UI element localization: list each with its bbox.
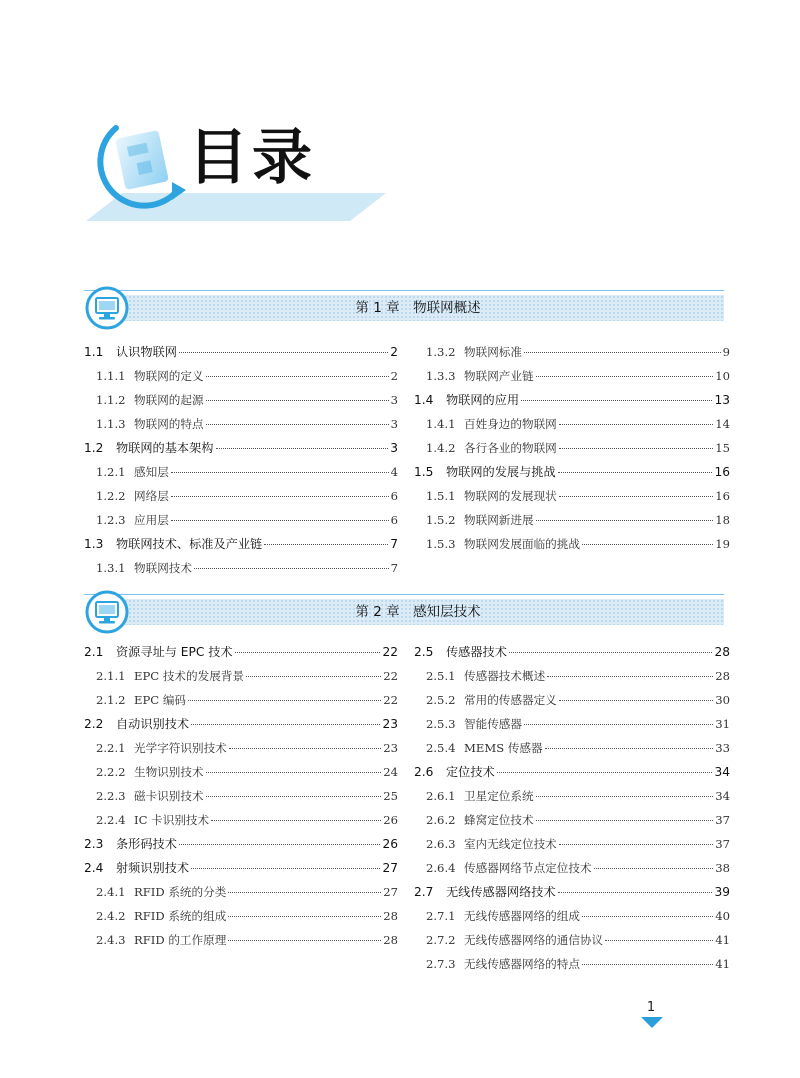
toc-section-entry[interactable]: [84, 832, 398, 856]
dot-leader: [228, 916, 381, 917]
entry-number: 2.2: [84, 717, 104, 731]
entry-page-number: 23: [383, 741, 398, 755]
entry-label: 物联网的发展与挑战: [446, 465, 556, 479]
entry-label: IC 卡识别技术: [134, 813, 210, 827]
page-marker-triangle-icon: [641, 1017, 663, 1028]
toc-subsection-entry[interactable]: [84, 484, 398, 508]
toc-column-left: [84, 640, 398, 952]
entry-page-number: 30: [715, 693, 730, 707]
entry-number: 2.2.4: [96, 813, 126, 827]
toc-section-entry[interactable]: [84, 436, 398, 460]
toc-subsection-entry[interactable]: [414, 784, 730, 808]
toc-subsection-entry[interactable]: [414, 808, 730, 832]
chapter-header: [84, 594, 724, 629]
entry-page-number: 3: [390, 417, 398, 431]
entry-page-number: 34: [714, 765, 730, 779]
entry-page-number: 22: [382, 645, 398, 659]
entry-number: 2.7: [414, 885, 434, 899]
toc-column-right: [414, 640, 730, 976]
entry-page-number: 22: [383, 693, 398, 707]
entry-number: 1.5: [414, 465, 434, 479]
toc-section-entry[interactable]: [414, 760, 730, 784]
entry-number: 2.6.1: [426, 789, 456, 803]
dot-leader: [594, 868, 714, 869]
entry-label: 无线传感器网络的通信协议: [464, 933, 604, 947]
dot-leader: [206, 796, 382, 797]
entry-label: 物联网技术: [134, 561, 192, 575]
chapter-2-section: [84, 594, 730, 971]
entry-label: 磁卡识别技术: [134, 789, 204, 803]
entry-page-number: 7: [390, 561, 398, 575]
entry-number: 2.7.2: [426, 933, 456, 947]
entry-page-number: 16: [715, 489, 730, 503]
page-title: 目录: [188, 123, 316, 193]
entry-page-number: 19: [715, 537, 730, 551]
toc-subsection-entry[interactable]: [414, 928, 730, 952]
entry-page-number: 24: [383, 765, 398, 779]
entry-label: 物联网产业链: [464, 369, 534, 383]
toc-column-left: [84, 340, 398, 580]
dot-leader: [524, 352, 721, 353]
entry-number: 2.1: [84, 645, 104, 659]
entry-label: 物联网的起源: [134, 393, 204, 407]
entry-page-number: 10: [715, 369, 730, 383]
entry-number: 1.3.3: [426, 369, 456, 383]
dot-leader: [216, 448, 389, 449]
dot-leader: [582, 916, 713, 917]
entry-label: 射频识别技术: [116, 861, 190, 875]
toc-subsection-entry[interactable]: [414, 952, 730, 976]
entry-label: 物联网新进展: [464, 513, 534, 527]
entry-number: 2.5.1: [426, 669, 456, 683]
entry-label: 感知层: [134, 465, 169, 479]
dot-leader: [228, 940, 381, 941]
toc-section-entry[interactable]: [414, 880, 730, 904]
entry-label: 认识物联网: [116, 345, 177, 359]
entry-label: 传感器网络节点定位技术: [464, 861, 592, 875]
toc-subsection-entry[interactable]: [414, 364, 730, 388]
entry-number: 2.6.4: [426, 861, 456, 875]
dot-leader: [497, 772, 713, 773]
entry-label: 应用层: [134, 513, 169, 527]
toc-section-entry[interactable]: [414, 388, 730, 412]
entry-number: 1.3: [84, 537, 104, 551]
entry-label: 网络层: [134, 489, 169, 503]
entry-page-number: 37: [715, 837, 730, 851]
entry-label: 资源寻址与 EPC 技术: [116, 645, 233, 659]
entry-page-number: 22: [383, 669, 398, 683]
dot-leader: [194, 568, 389, 569]
toc-subsection-entry[interactable]: [84, 808, 398, 832]
dot-leader: [524, 724, 713, 725]
entry-page-number: 16: [714, 465, 730, 479]
entry-number: 1.2.2: [96, 489, 126, 503]
entry-page-number: 7: [390, 537, 398, 551]
entry-label: 卫星定位系统: [464, 789, 534, 803]
entry-label: 物联网技术、标准及产业链: [116, 537, 263, 551]
chapter-title: 第 2 章 感知层技术: [355, 604, 481, 620]
dot-leader: [558, 892, 713, 893]
chapter-1-section: [84, 290, 730, 575]
entry-page-number: 4: [390, 465, 398, 479]
dot-leader: [206, 772, 382, 773]
entry-number: 2.1.2: [96, 693, 126, 707]
entry-page-number: 14: [715, 417, 730, 431]
entry-number: 1.2.3: [96, 513, 126, 527]
entry-label: EPC 编码: [134, 693, 187, 707]
entry-label: 光学字符识别技术: [134, 741, 227, 755]
entry-page-number: 40: [715, 909, 730, 923]
entry-number: 1.1.3: [96, 417, 126, 431]
entry-page-number: 28: [383, 909, 398, 923]
entry-page-number: 23: [382, 717, 398, 731]
entry-label: 条形码技术: [116, 837, 177, 851]
toc-section-entry[interactable]: [84, 856, 398, 880]
entry-number: 2.4.1: [96, 885, 126, 899]
toc-subsection-entry[interactable]: [414, 688, 730, 712]
entry-label: 自动识别技术: [116, 717, 190, 731]
circular-arrow-logo-icon: [86, 110, 196, 220]
entry-page-number: 2: [390, 369, 398, 383]
entry-number: 1.1.2: [96, 393, 126, 407]
toc-subsection-entry[interactable]: [414, 856, 730, 880]
entry-label: 物联网的特点: [134, 417, 204, 431]
toc-subsection-entry[interactable]: [84, 736, 398, 760]
entry-page-number: 13: [714, 393, 730, 407]
page-number: 1: [646, 1000, 656, 1015]
entry-number: 1.4.2: [426, 441, 456, 455]
entry-page-number: 25: [383, 789, 398, 803]
toc-subsection-entry[interactable]: [414, 412, 730, 436]
toc-subsection-entry[interactable]: [84, 928, 398, 952]
entry-label: MEMS 传感器: [464, 741, 543, 755]
entry-number: 2.3: [84, 837, 104, 851]
dot-leader: [509, 652, 713, 653]
entry-page-number: 28: [714, 645, 730, 659]
entry-page-number: 9: [722, 345, 730, 359]
entry-label: 百姓身边的物联网: [464, 417, 557, 431]
toc-subsection-entry[interactable]: [84, 388, 398, 412]
toc-column-right: [414, 340, 730, 556]
entry-label: 物联网的基本架构: [116, 441, 214, 455]
entry-page-number: 27: [383, 885, 398, 899]
entry-number: 2.2.1: [96, 741, 126, 755]
entry-label: 无线传感器网络的组成: [464, 909, 580, 923]
entry-number: 1.2: [84, 441, 104, 455]
entry-number: 2.4: [84, 861, 104, 875]
dot-leader: [559, 496, 713, 497]
dot-leader: [559, 424, 713, 425]
toc-subsection-entry[interactable]: [414, 340, 730, 364]
dot-leader: [188, 700, 381, 701]
dot-leader: [235, 652, 381, 653]
dot-leader: [559, 448, 713, 449]
entry-number: 2.4.2: [96, 909, 126, 923]
toc-subsection-entry[interactable]: [414, 436, 730, 460]
entry-number: 2.2.3: [96, 789, 126, 803]
dot-leader: [545, 748, 714, 749]
toc-section-entry[interactable]: [414, 640, 730, 664]
entry-page-number: 3: [390, 441, 398, 455]
entry-page-number: 28: [715, 669, 730, 683]
dot-leader: [206, 400, 389, 401]
dot-leader: [547, 676, 713, 677]
entry-page-number: 18: [715, 513, 730, 527]
dot-leader: [229, 748, 381, 749]
entry-number: 2.6.2: [426, 813, 456, 827]
computer-icon: [84, 285, 130, 331]
toc-subsection-entry[interactable]: [414, 832, 730, 856]
chapter-title: 第 1 章 物联网概述: [355, 300, 481, 316]
entry-page-number: 3: [390, 393, 398, 407]
computer-icon: [84, 589, 130, 635]
entry-number: 2.4.3: [96, 933, 126, 947]
dot-leader: [228, 892, 381, 893]
toc-subsection-entry[interactable]: [84, 460, 398, 484]
toc-subsection-entry[interactable]: [414, 712, 730, 736]
entry-page-number: 33: [715, 741, 730, 755]
toc-subsection-entry[interactable]: [84, 760, 398, 784]
entry-label: 蜂窝定位技术: [464, 813, 534, 827]
entry-label: 传感器技术概述: [464, 669, 546, 683]
toc-subsection-entry[interactable]: [414, 484, 730, 508]
entry-number: 2.2.2: [96, 765, 126, 779]
entry-number: 1.3.2: [426, 345, 456, 359]
entry-label: 物联网的应用: [446, 393, 520, 407]
dot-leader: [559, 844, 713, 845]
dot-leader: [605, 940, 713, 941]
entry-label: 智能传感器: [464, 717, 522, 731]
dot-leader: [536, 796, 714, 797]
toc-subsection-entry[interactable]: [84, 364, 398, 388]
entry-page-number: 31: [715, 717, 730, 731]
toc-section-entry[interactable]: [84, 532, 398, 556]
entry-label: 生物识别技术: [134, 765, 204, 779]
dot-leader: [559, 700, 713, 701]
entry-number: 1.5.3: [426, 537, 456, 551]
toc-subsection-entry[interactable]: [84, 556, 398, 580]
entry-page-number: 41: [715, 933, 730, 947]
toc-section-entry[interactable]: [84, 640, 398, 664]
toc-section-entry[interactable]: [84, 340, 398, 364]
entry-number: 1.2.1: [96, 465, 126, 479]
entry-number: 1.5.1: [426, 489, 456, 503]
dot-leader: [246, 676, 381, 677]
entry-number: 1.3.1: [96, 561, 126, 575]
toc-subsection-entry[interactable]: [84, 880, 398, 904]
entry-number: 2.5.2: [426, 693, 456, 707]
toc-title-block: [80, 108, 400, 218]
entry-page-number: 26: [382, 837, 398, 851]
entry-label: 物联网的定义: [134, 369, 204, 383]
entry-label: 物联网的发展现状: [464, 489, 557, 503]
toc-subsection-entry[interactable]: [414, 508, 730, 532]
entry-label: 无线传感器网络技术: [446, 885, 556, 899]
dot-leader: [558, 472, 713, 473]
entry-label: RFID 的工作原理: [134, 933, 227, 947]
toc-subsection-entry[interactable]: [84, 664, 398, 688]
toc-subsection-entry[interactable]: [84, 412, 398, 436]
entry-number: 2.5: [414, 645, 434, 659]
entry-page-number: 37: [715, 813, 730, 827]
dot-leader: [582, 544, 713, 545]
entry-label: 常用的传感器定义: [464, 693, 557, 707]
dot-leader: [179, 844, 381, 845]
toc-subsection-entry[interactable]: [414, 736, 730, 760]
entry-page-number: 6: [390, 513, 398, 527]
entry-number: 1.4: [414, 393, 434, 407]
dot-leader: [171, 496, 389, 497]
toc-subsection-entry[interactable]: [84, 904, 398, 928]
chapter-header: [84, 290, 724, 325]
dot-leader: [264, 544, 388, 545]
entry-number: 2.5.4: [426, 741, 456, 755]
entry-page-number: 6: [390, 489, 398, 503]
entry-number: 1.1.1: [96, 369, 126, 383]
entry-number: 2.6: [414, 765, 434, 779]
toc-subsection-entry[interactable]: [414, 532, 730, 556]
entry-label: RFID 系统的分类: [134, 885, 227, 899]
dot-leader: [206, 376, 389, 377]
dot-leader: [171, 472, 389, 473]
toc-section-entry[interactable]: [84, 712, 398, 736]
entry-page-number: 39: [714, 885, 730, 899]
entry-number: 1.5.2: [426, 513, 456, 527]
entry-number: 2.7.1: [426, 909, 456, 923]
dot-leader: [536, 520, 714, 521]
toc-subsection-entry[interactable]: [84, 688, 398, 712]
entry-number: 2.5.3: [426, 717, 456, 731]
dot-leader: [536, 820, 714, 821]
dot-leader: [582, 964, 713, 965]
dot-leader: [211, 820, 381, 821]
entry-label: RFID 系统的组成: [134, 909, 227, 923]
entry-page-number: 41: [715, 957, 730, 971]
entry-page-number: 26: [383, 813, 398, 827]
entry-page-number: 2: [390, 345, 398, 359]
entry-label: EPC 技术的发展背景: [134, 669, 244, 683]
entry-label: 定位技术: [446, 765, 495, 779]
entry-label: 各行各业的物联网: [464, 441, 557, 455]
toc-section-entry[interactable]: [414, 460, 730, 484]
dot-leader: [191, 868, 380, 869]
dot-leader: [171, 520, 389, 521]
entry-label: 物联网标准: [464, 345, 522, 359]
entry-page-number: 27: [382, 861, 398, 875]
entry-number: 2.1.1: [96, 669, 126, 683]
entry-number: 1.4.1: [426, 417, 456, 431]
entry-label: 传感器技术: [446, 645, 507, 659]
entry-number: 2.7.3: [426, 957, 456, 971]
entry-page-number: 34: [715, 789, 730, 803]
dot-leader: [179, 352, 388, 353]
dot-leader: [521, 400, 712, 401]
dot-leader: [536, 376, 714, 377]
dot-leader: [191, 724, 380, 725]
entry-page-number: 15: [715, 441, 730, 455]
entry-number: 2.6.3: [426, 837, 456, 851]
entry-label: 室内无线定位技术: [464, 837, 557, 851]
entry-label: 无线传感器网络的特点: [464, 957, 580, 971]
toc-subsection-entry[interactable]: [84, 784, 398, 808]
entry-label: 物联网发展面临的挑战: [464, 537, 580, 551]
toc-subsection-entry[interactable]: [414, 904, 730, 928]
entry-number: 1.1: [84, 345, 104, 359]
dot-leader: [206, 424, 389, 425]
entry-page-number: 38: [715, 861, 730, 875]
toc-subsection-entry[interactable]: [414, 664, 730, 688]
entry-page-number: 28: [383, 933, 398, 947]
toc-subsection-entry[interactable]: [84, 508, 398, 532]
